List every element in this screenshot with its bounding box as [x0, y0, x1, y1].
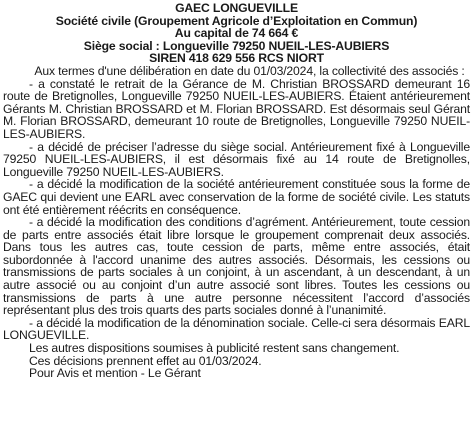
- siren-number: SIREN 418 629 556 RCS NIORT: [149, 51, 324, 66]
- effective-date: Ces décisions prennent effet au 01/03/2024.: [29, 353, 262, 368]
- decision-company-name: - a décidé la modification de la dénomination sociale. Celle-ci sera désormais EARL LONGUEVILLE.: [3, 315, 470, 343]
- intro-paragraph: Aux termes d'une délibération en date du 01/03/2024, la collectivité des associés :: [34, 63, 465, 78]
- company-capital: Au capital de 74 664 €: [174, 26, 299, 41]
- company-legal-form: Société civile (Groupement Agricole d’Exploitation en Commun): [55, 13, 418, 28]
- decision-approval-conditions: - a décidé la modification des conditions d’agrément. Antérieurement, toute cession de parts entre associés était libre lorsque le groupement comprenait deux associés. Dans tous les autres cas, toute cession de parts, même entre associés, était subordonnée à l'accord unanime des autres associés. Désormais, les cessions ou transmissions de parts sociales à un conjoint, à un ascendant, à un descendant, à un autre associé ou au conjoint d’un autre associé sont libres. Toutes les cessions ou transmissions de parts à une autre personne nécessitent l’accord d’associés représentant plus des trois quarts des parts sociales donné à l’unanimité.: [3, 215, 470, 318]
- decision-registered-office: - a décidé de préciser l’adresse du siège social. Antérieurement fixé à Longueville 79250 NUEIL-LES-AUBIERS, il est désormais fixé au 14 route de Bretignolles, Longueville 79250 NUEIL-LES-AUBIERS.: [3, 139, 470, 179]
- company-name: GAEC LONGUEVILLE: [175, 1, 298, 15]
- decision-manager-withdrawal: - a constaté le retrait de la Gérance de M. Christian BROSSARD demeurant 16 route de Bretignolles, Longueville 79250 NUEIL-LES-AUBIERS. Étaient antérieurement Gérants M. Christian BROSSARD et M. Florian BROSSARD. Est désormais seul Gérant M. Florian BROSSARD, demeurant 10 route de Bretignolles, Longueville 79250 NUEIL-LES-AUBIERS.: [3, 76, 470, 141]
- registered-office: Siège social : Longueville 79250 NUEIL-LES-AUBIERS: [83, 38, 390, 53]
- signature-line: Pour Avis et mention - Le Gérant: [29, 366, 201, 381]
- other-provisions: Les autres dispositions soumises à publicité restent sans changement.: [29, 341, 400, 356]
- decision-company-form: - a décidé la modification de la société antérieurement constituée sous la forme de GAEC qui devient une EARL avec conservation de la forme de société civile. Les statuts ont été entièrement réécrits en conséquence.: [3, 177, 470, 217]
